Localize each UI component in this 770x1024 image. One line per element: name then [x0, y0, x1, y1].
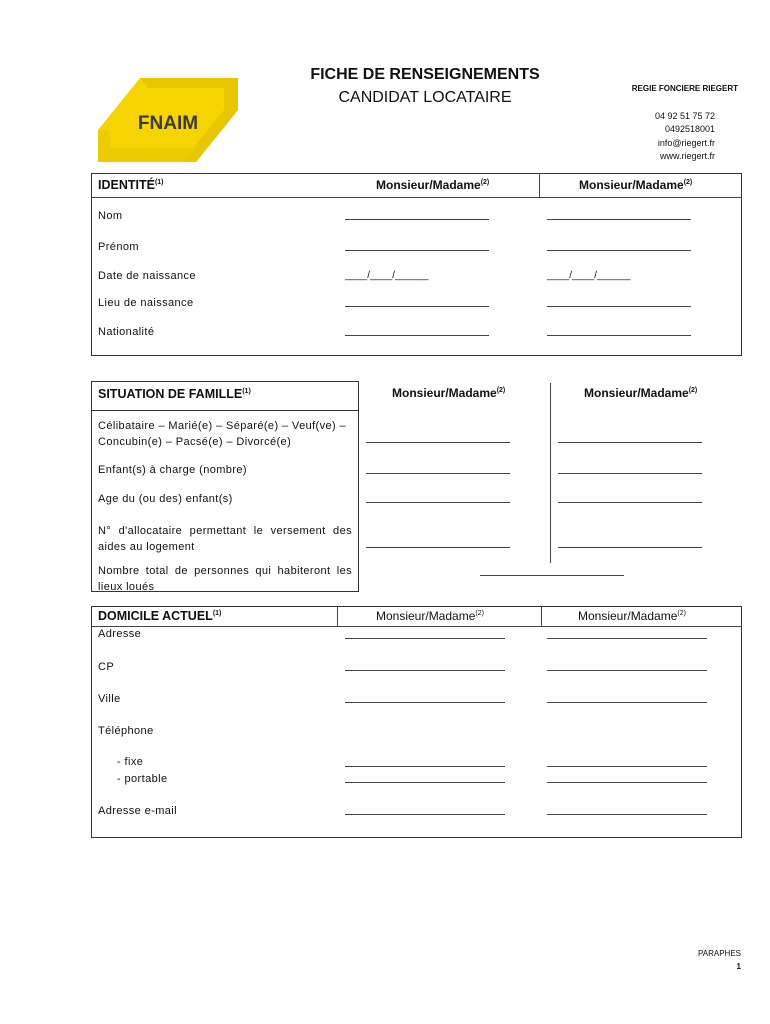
field-label-lieu-naissance: Lieu de naissance — [98, 297, 194, 309]
famille-col-header-1: Monsieur/Madame$^{(2)}$ — [392, 386, 506, 400]
fnaim-logo-text: FNAIM — [137, 113, 199, 134]
telephone-label: Téléphone — [98, 725, 154, 737]
allocataire-input-2[interactable] — [558, 547, 702, 548]
adresse-label: Adresse — [98, 628, 142, 640]
form-title: FICHE DE RENSEIGNEMENTS — [310, 66, 540, 83]
identite-col-header-2: Monsieur/Madame$^{(2)}$ — [579, 178, 693, 192]
telephone-fixe-label: - fixe — [117, 756, 144, 768]
prenom-input-2[interactable] — [547, 250, 691, 251]
identite-title: IDENTITÉ$^{(1)}$ — [98, 178, 164, 192]
telephone-fixe-input-2[interactable] — [547, 766, 707, 767]
nom-input-2[interactable] — [547, 219, 691, 220]
enfants-charge-input-1[interactable] — [366, 473, 510, 474]
domicile-header-divider — [91, 626, 742, 627]
paraphes-label: PARAPHES — [698, 949, 741, 958]
cp-input-2[interactable] — [547, 670, 707, 671]
field-label-nom: Nom — [98, 210, 123, 222]
prenom-input-1[interactable] — [345, 250, 489, 251]
agency-email: info@riegert.fr — [657, 138, 715, 148]
allocataire-label: N° d'allocataire permettant le versement des aides au logement — [98, 525, 352, 553]
email-input-2[interactable] — [547, 814, 707, 815]
domicile-col-header-2: Monsieur/Madame$^{(2)}$ — [578, 609, 686, 623]
email-label: Adresse e-mail — [98, 805, 177, 817]
agency-phone-2: 0492518001 — [664, 124, 715, 134]
paraphes-footer — [698, 947, 741, 973]
famille-col-header-2: Monsieur/Madame$^{(2)}$ — [584, 386, 698, 400]
domicile-title: DOMICILE ACTUEL$^{(1)}$ — [98, 609, 222, 623]
statut-input-2[interactable] — [558, 442, 702, 443]
nationalite-input-2[interactable] — [547, 335, 691, 336]
nombre-personnes-label: Nombre total de personnes qui habiteront les lieux loués — [98, 565, 352, 593]
date-naissance-input-1[interactable]: ____/____/______ — [345, 270, 429, 281]
statut-matrimonial-label: Célibataire – Marié(e) – Séparé(e) – Veuf(ve) – Concubin(e) – Pacsé(e) – Divorcé(e) — [98, 420, 347, 448]
adresse-input-2[interactable] — [547, 638, 707, 639]
age-enfants-input-2[interactable] — [558, 502, 702, 503]
adresse-input-1[interactable] — [345, 638, 505, 639]
telephone-portable-label: - portable — [117, 773, 168, 785]
cp-label: CP — [98, 661, 115, 673]
age-enfants-label: Age du (ou des) enfant(s) — [98, 493, 233, 505]
field-label-nationalite: Nationalité — [98, 326, 155, 338]
agency-website: www.riegert.fr — [659, 151, 715, 161]
identite-header-divider — [91, 197, 742, 198]
allocataire-input-1[interactable] — [366, 547, 510, 548]
nom-input-1[interactable] — [345, 219, 489, 220]
date-naissance-input-2[interactable]: ____/____/______ — [547, 270, 631, 281]
fnaim-logo — [98, 78, 238, 162]
domicile-column-divider-2 — [541, 606, 542, 626]
email-input-1[interactable] — [345, 814, 505, 815]
nationalite-input-1[interactable] — [345, 335, 489, 336]
page-number: 1 — [736, 962, 741, 971]
lieu-naissance-input-1[interactable] — [345, 306, 489, 307]
telephone-portable-input-2[interactable] — [547, 782, 707, 783]
nombre-personnes-input[interactable] — [480, 575, 624, 576]
ville-input-1[interactable] — [345, 702, 505, 703]
identite-column-divider — [539, 173, 540, 197]
famille-title: SITUATION DE FAMILLE$^{(1)}$ — [98, 387, 251, 401]
age-enfants-input-1[interactable] — [366, 502, 510, 503]
agency-phone-1: 04 92 51 75 72 — [654, 111, 715, 121]
cp-input-1[interactable] — [345, 670, 505, 671]
field-label-date-naissance: Date de naissance — [98, 270, 196, 282]
domicile-section — [91, 606, 742, 838]
ville-label: Ville — [98, 693, 121, 705]
domicile-col-header-1: Monsieur/Madame$^{(2)}$ — [376, 609, 484, 623]
lieu-naissance-input-2[interactable] — [547, 306, 691, 307]
identite-section — [91, 173, 742, 356]
field-label-prenom: Prénom — [98, 241, 139, 253]
enfants-charge-input-2[interactable] — [558, 473, 702, 474]
ville-input-2[interactable] — [547, 702, 707, 703]
famille-column-divider — [550, 383, 551, 563]
agency-name: REGIE FONCIERE RIEGERT — [631, 84, 738, 93]
telephone-portable-input-1[interactable] — [345, 782, 505, 783]
enfants-charge-label: Enfant(s) à charge (nombre) — [98, 464, 247, 476]
domicile-column-divider-1 — [337, 606, 338, 626]
identite-col-header-1: Monsieur/Madame$^{(2)}$ — [376, 178, 490, 192]
form-subtitle: CANDIDAT LOCATAIRE — [338, 89, 512, 106]
telephone-fixe-input-1[interactable] — [345, 766, 505, 767]
statut-input-1[interactable] — [366, 442, 510, 443]
